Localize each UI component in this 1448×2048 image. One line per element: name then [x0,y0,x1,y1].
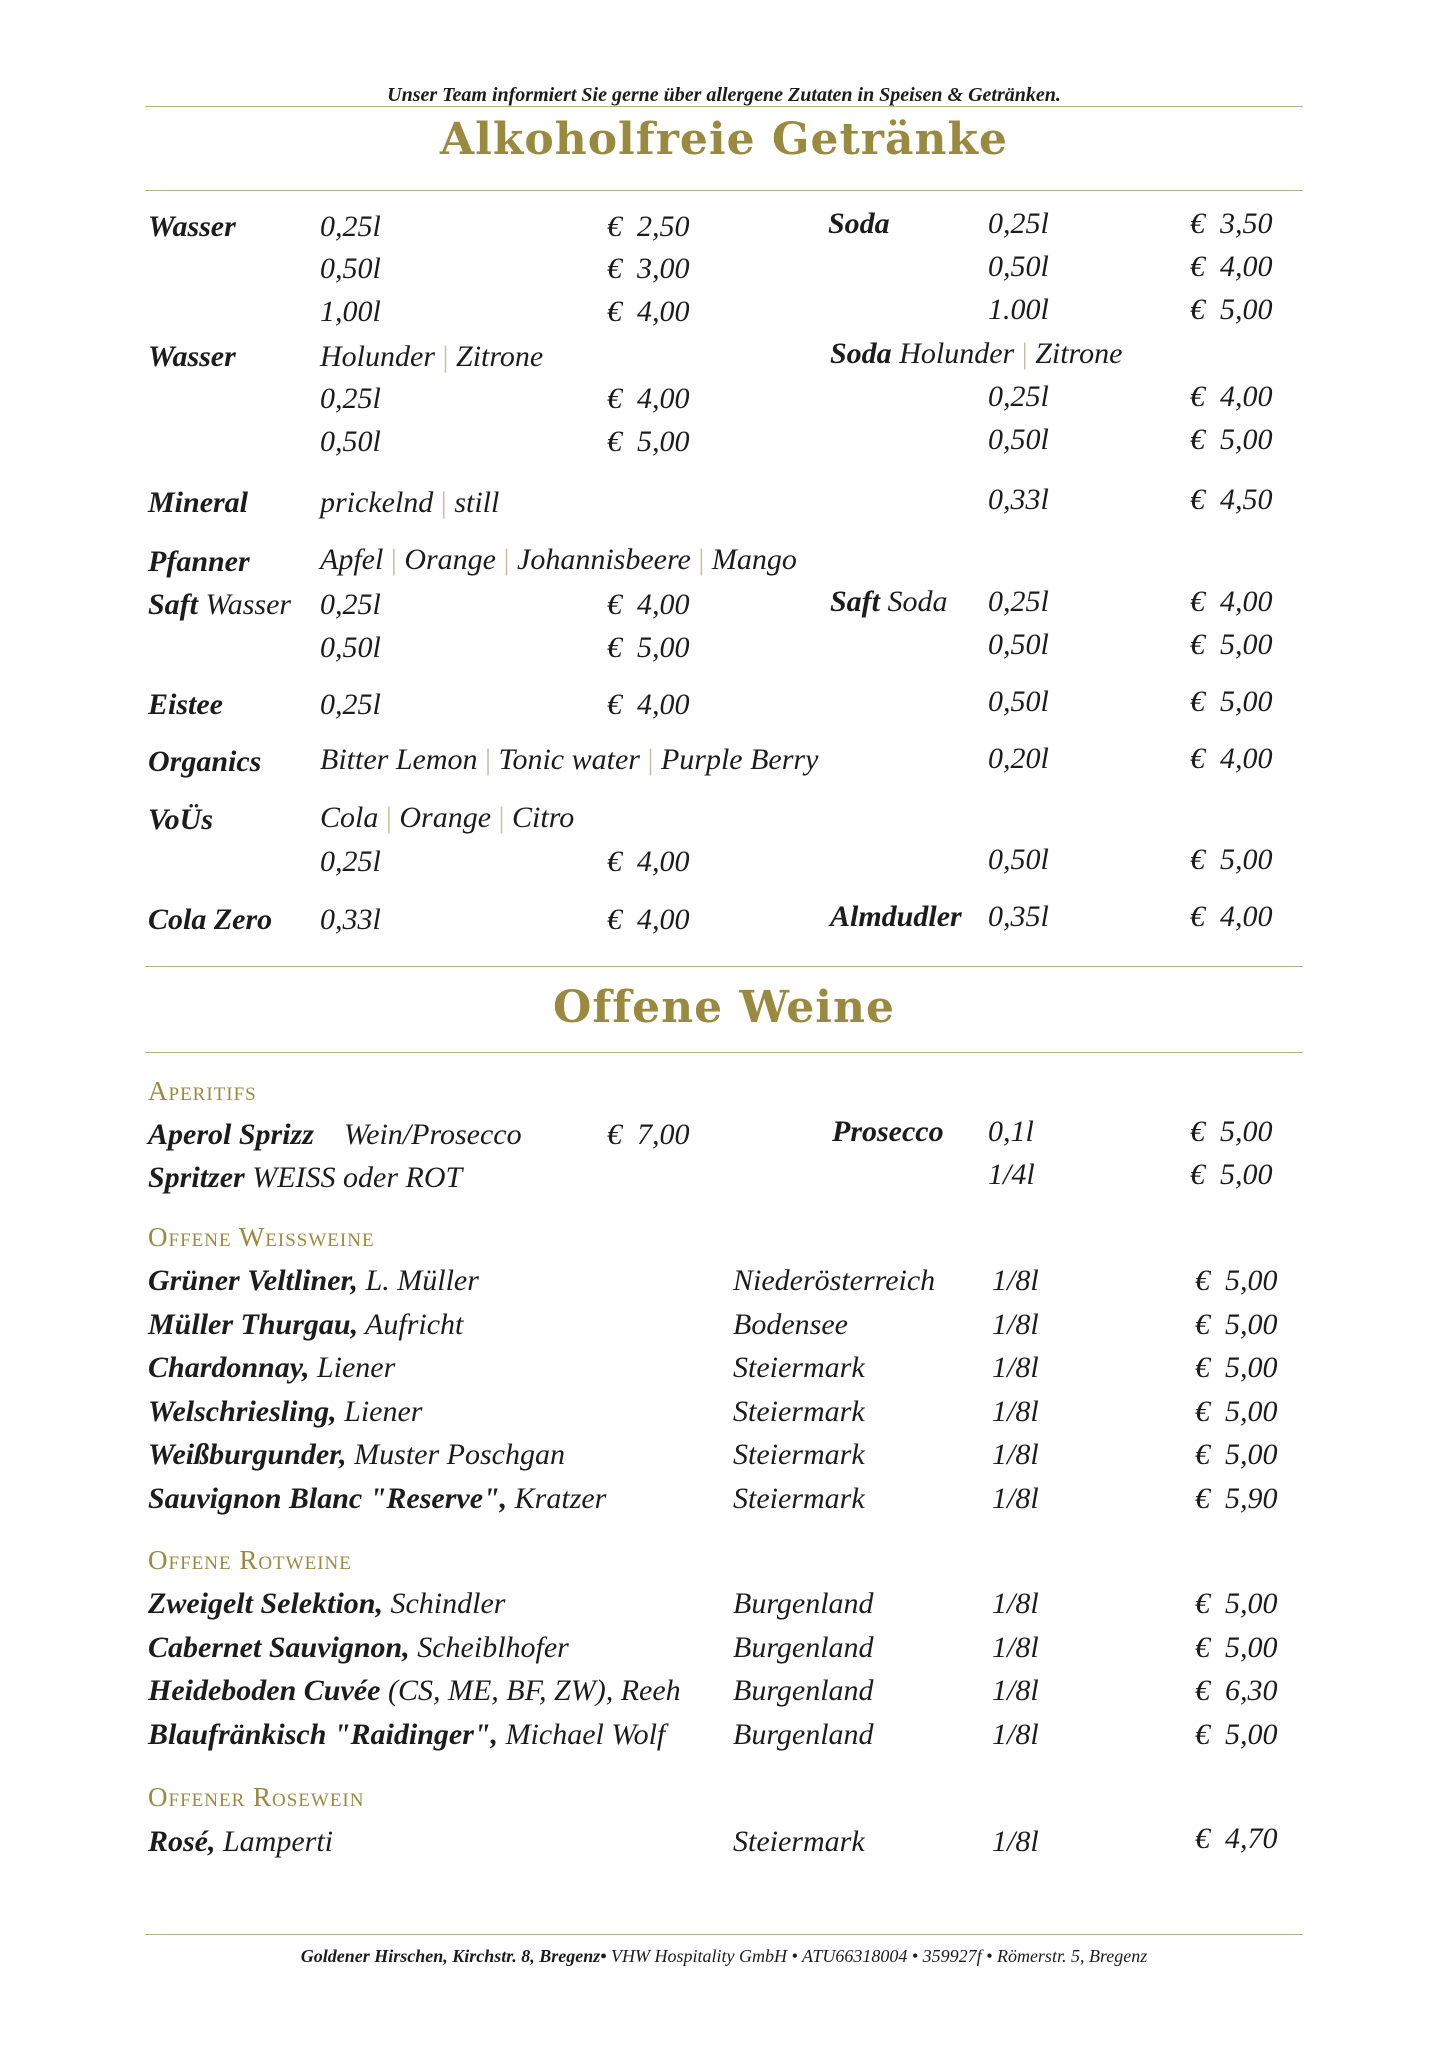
drink-variants: Holunder | Zitrone [320,340,544,373]
wine-volume: 1/8l [992,1394,1039,1428]
drink-volume: 0,25l [320,588,381,621]
wine-price: € 5,00 [1190,1158,1273,1191]
drink-price: € 3,50 [1190,207,1273,240]
wine-name: Chardonnay, Liener [148,1351,396,1384]
wine-region: Steiermark [733,1351,865,1384]
wine-name: Müller Thurgau, Aufricht [148,1307,464,1341]
divider [145,1934,1303,1935]
drink-volume: 0,33l [988,483,1049,516]
wine-price: € 5,00 [1195,1307,1278,1341]
wine-volume: 1/8l [992,1481,1039,1515]
drink-name: Almdudler [830,900,962,933]
drink-volume: 0,25l [988,585,1049,618]
wine-region: Steiermark [733,1481,865,1515]
wine-region: Steiermark [733,1394,865,1428]
wine-volume: 1/8l [992,1351,1039,1384]
drink-name: VoÜs [148,803,214,836]
drink-price: € 5,00 [607,425,690,458]
drink-volume: 0,33l [320,903,381,936]
drink-volume: 0,50l [988,843,1049,876]
drink-price: € 4,00 [1190,742,1273,775]
wine-volume: 1/8l [992,1438,1039,1471]
drink-name: Wasser [148,210,236,243]
divider [145,1052,1303,1053]
wine-region: Burgenland [733,1674,874,1707]
drink-price: € 5,00 [1190,423,1273,456]
drink-volume: 0,25l [988,207,1049,240]
drink-name: Cola Zero [148,903,273,936]
wine-price: € 5,00 [1195,1394,1278,1428]
footer-address: Goldener Hirschen, Kirchstr. 8, Bregenz• VHW Hospitality GmbH • ATU66318004 • 359927f • Römerstr. 5, Bregenz [300,1946,1148,1966]
wine-region: Niederösterreich [733,1264,936,1297]
drink-variants: Soda Holunder | Zitrone [830,337,1123,370]
category-weissweine: Offene Weissweine [148,1222,375,1252]
allergen-note: Unser Team informiert Sie gerne über allergene Zutaten in Speisen & Getränken. [387,84,1061,106]
wine-region: Bodensee [733,1307,848,1341]
drink-volume: 0,25l [988,380,1049,413]
category-rosewein: Offener Rosewein [148,1782,365,1812]
drink-price: € 4,00 [607,588,690,621]
wine-name: Rosé, Lamperti [148,1825,334,1858]
drink-price: € 2,50 [607,210,690,243]
wine-volume: 0,1l [988,1115,1034,1148]
drink-name: Pfanner [148,545,250,578]
wine-name: Weißburgunder, Muster Poschgan [148,1438,565,1471]
section-title-weine: Offene Weine [553,982,895,1033]
divider [145,190,1303,191]
wine-row-spritzer: Spritzer WEISS oder ROT [148,1161,463,1194]
wine-price: € 5,00 [1195,1630,1278,1664]
drink-price: € 4,50 [1190,483,1273,516]
wine-price: € 5,00 [1195,1438,1278,1471]
drink-price: € 3,00 [607,252,690,285]
drink-price: € 4,00 [1190,250,1273,283]
wine-name: Prosecco [832,1115,944,1148]
drink-volume: 0,25l [320,382,381,415]
drink-price: € 5,00 [1190,843,1273,876]
wine-volume: 1/8l [992,1587,1039,1620]
drink-volume: 0,25l [320,688,381,721]
drink-price: € 5,00 [607,631,690,664]
drink-name: Eistee [148,688,223,721]
drink-price: € 4,00 [607,688,690,721]
drink-name: Organics [148,745,262,778]
wine-price: € 6,30 [1195,1674,1278,1707]
wine-volume: 1/8l [992,1630,1039,1664]
drink-volume: 0,50l [988,250,1049,283]
category-aperitifs: Aperitifs [148,1076,257,1106]
drink-volume: 1.00l [988,293,1049,326]
drink-price: € 4,00 [1190,380,1273,413]
wine-volume: 1/8l [992,1825,1039,1858]
wine-price: € 5,00 [1195,1717,1278,1751]
drink-name: Soda [828,207,890,240]
drink-name: Saft Wasser [148,588,292,621]
wine-name: Blaufränkisch "Raidinger", Michael Wolf [148,1717,666,1751]
wine-name: Heideboden Cuvée (CS, ME, BF, ZW), Reeh [148,1674,681,1707]
drink-price: € 4,00 [1190,900,1273,933]
drink-volume: 0,50l [988,685,1049,718]
wine-name: Sauvignon Blanc "Reserve", Kratzer [148,1481,607,1515]
wine-volume: 1/8l [992,1717,1039,1751]
drink-volume: 0,50l [988,628,1049,661]
drink-volume: 0,50l [320,252,381,285]
drink-volume: 0,50l [320,425,381,458]
wine-price: € 4,70 [1195,1822,1278,1855]
wine-price: € 5,00 [1190,1115,1273,1148]
wine-price: € 5,90 [1195,1481,1278,1515]
drink-volume: 0,35l [988,900,1049,933]
drink-price: € 4,00 [1190,585,1273,618]
wine-price: € 5,00 [1195,1587,1278,1620]
wine-region: Steiermark [733,1825,865,1858]
drink-variants: Cola | Orange | Citro [320,801,575,834]
section-title-alkoholfrei: Alkoholfreie Getränke [440,114,1008,165]
wine-price: € 5,00 [1195,1264,1278,1297]
drink-volume: 0,25l [320,210,381,243]
drink-price: € 4,00 [607,382,690,415]
drink-name: Saft Soda [830,585,948,618]
drink-volume: 0,50l [320,631,381,664]
drink-price: € 4,00 [607,903,690,936]
wine-price: € 5,00 [1195,1351,1278,1384]
drink-variants: Apfel | Orange | Johannisbeere | Mango [320,543,797,576]
wine-name: Welschriesling, Liener [148,1394,423,1428]
drink-variants: prickelnd | still [320,486,500,519]
drink-price: € 4,00 [607,845,690,878]
wine-price: € 7,00 [607,1118,690,1151]
divider [145,966,1303,967]
category-rotweine: Offene Rotweine [148,1545,352,1575]
wine-volume: 1/8l [992,1307,1039,1341]
drink-price: € 4,00 [607,295,690,328]
drink-price: € 5,00 [1190,628,1273,661]
drink-volume: 0,20l [988,742,1049,775]
drink-price: € 5,00 [1190,293,1273,326]
wine-region: Burgenland [733,1630,874,1664]
wine-name: Grüner Veltliner, L. Müller [148,1264,479,1297]
drink-volume: 0,25l [320,845,381,878]
wine-volume: 1/4l [988,1158,1035,1191]
drink-variants: Bitter Lemon | Tonic water | Purple Berry [320,743,819,776]
wine-volume: 1/8l [992,1264,1039,1297]
wine-region: Burgenland [733,1717,874,1751]
wine-region: Steiermark [733,1438,865,1471]
wine-row-aperol: Aperol Sprizz Wein/Prosecco [148,1118,522,1151]
drink-name: Wasser [148,340,236,373]
wine-region: Burgenland [733,1587,874,1620]
drink-volume: 0,50l [988,423,1049,456]
drink-volume: 1,00l [320,295,381,328]
wine-volume: 1/8l [992,1674,1039,1707]
drink-name: Mineral [148,486,249,519]
drink-price: € 5,00 [1190,685,1273,718]
wine-name: Cabernet Sauvignon, Scheiblhofer [148,1630,569,1664]
wine-name: Zweigelt Selektion, Schindler [148,1587,506,1620]
divider [145,106,1303,107]
